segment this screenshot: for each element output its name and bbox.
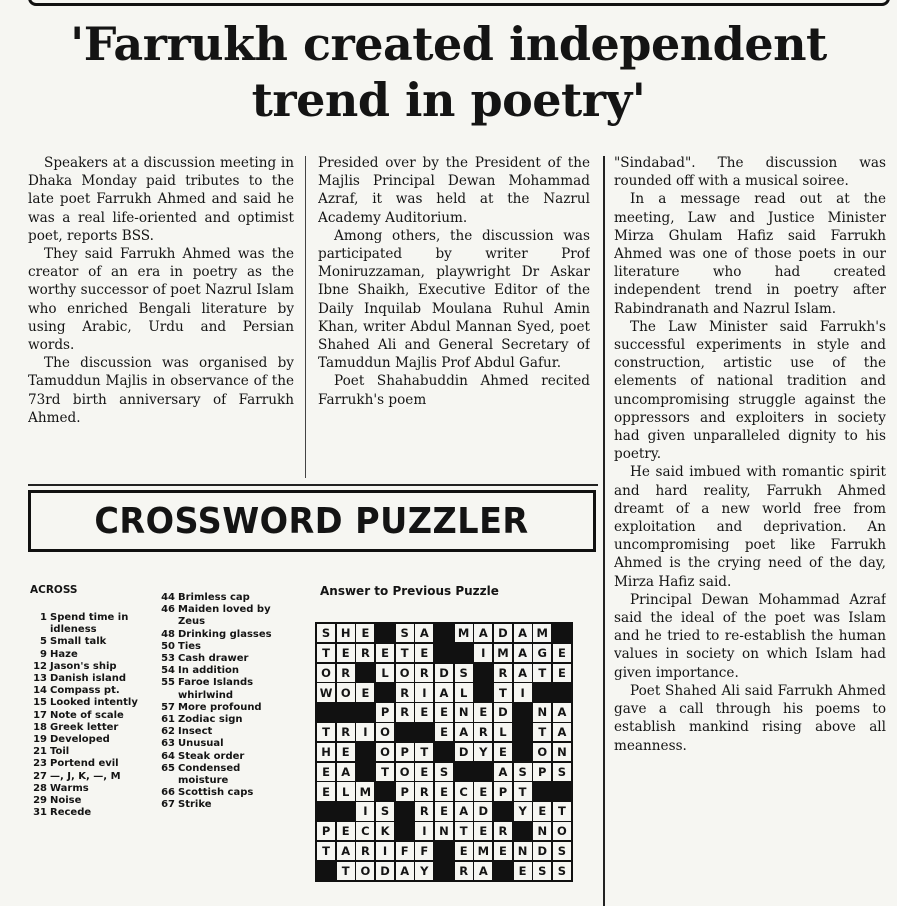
grid-letter-cell: R [337, 723, 355, 741]
grid-black-cell [514, 743, 532, 761]
clue-text: Brimless cap [178, 592, 250, 603]
clue-item [30, 807, 150, 819]
grid-letter-cell: S [553, 842, 571, 860]
grid-letter-cell: P [533, 763, 551, 781]
grid-letter-cell: N [455, 703, 473, 721]
grid-letter-cell: P [396, 743, 414, 761]
grid-letter-cell: R [415, 802, 433, 820]
crossword-title: CROSSWORD PUZZLER [94, 500, 530, 542]
clue-number: 55 [161, 677, 175, 689]
grid-letter-cell: T [455, 822, 473, 840]
grid-black-cell [356, 743, 374, 761]
clue-text: Warms [50, 782, 89, 794]
clue-item [30, 783, 150, 795]
grid-letter-cell: D [376, 862, 394, 880]
clue-number: 50 [161, 640, 175, 652]
clue-number: 62 [161, 726, 175, 738]
grid-black-cell [514, 703, 532, 721]
grid-black-cell [435, 624, 453, 642]
grid-letter-cell: E [415, 763, 433, 781]
clue-text: Recede [50, 807, 92, 819]
across-heading: ACROSS [30, 584, 78, 596]
clue-text: Faroe Islands whirlwind [178, 677, 254, 701]
grid-letter-cell: E [514, 862, 532, 880]
grid-letter-cell: T [553, 802, 571, 820]
grid-letter-cell: A [455, 802, 473, 820]
grid-letter-cell: S [553, 862, 571, 880]
grid-letter-cell: I [415, 822, 433, 840]
clue-number: 18 [33, 721, 47, 733]
clue-item [158, 604, 288, 628]
grid-letter-cell: T [317, 842, 335, 860]
grid-letter-cell: E [356, 624, 374, 642]
grid-letter-cell: S [317, 624, 335, 642]
paragraph: Principal Dewan Mohammad Azraf said the ideal of the poet was Islam and he tried to re-establish the human values in society on which Islam had given importance. [614, 591, 886, 681]
grid-letter-cell: A [553, 703, 571, 721]
grid-letter-cell: D [474, 802, 492, 820]
grid-letter-cell: E [494, 743, 512, 761]
clue-number: 13 [33, 673, 47, 685]
grid-letter-cell: O [337, 683, 355, 701]
clue-item [30, 685, 150, 697]
grid-black-cell [415, 723, 433, 741]
grid-black-cell [376, 683, 394, 701]
clue-item [30, 710, 150, 722]
grid-letter-cell: E [317, 763, 335, 781]
grid-black-cell [474, 664, 492, 682]
grid-letter-cell: N [533, 703, 551, 721]
grid-letter-cell: R [396, 683, 414, 701]
grid-black-cell [553, 782, 571, 800]
grid-letter-cell: N [553, 743, 571, 761]
clue-text: Cash drawer [178, 653, 249, 665]
clue-number: 9 [40, 648, 47, 660]
grid-black-cell [396, 723, 414, 741]
clue-text: Steak order [178, 750, 245, 762]
clue-number: 17 [33, 709, 47, 721]
grid-black-cell [376, 782, 394, 800]
grid-black-cell [376, 624, 394, 642]
clue-number: 27 [33, 770, 47, 782]
grid-letter-cell: T [396, 644, 414, 662]
grid-letter-cell: R [396, 703, 414, 721]
grid-letter-cell: P [376, 703, 394, 721]
clue-text: Condensed moisture [178, 762, 241, 787]
grid-letter-cell: S [533, 862, 551, 880]
clue-number: 66 [161, 787, 175, 799]
grid-letter-cell: D [455, 743, 473, 761]
column-rule [305, 156, 306, 478]
grid-letter-cell: I [474, 644, 492, 662]
grid-letter-cell: O [533, 743, 551, 761]
grid-letter-cell: P [396, 782, 414, 800]
grid-letter-cell: T [337, 862, 355, 880]
grid-letter-cell: H [337, 624, 355, 642]
grid-letter-cell: A [435, 683, 453, 701]
grid-letter-cell: A [396, 862, 414, 880]
grid-letter-cell: E [494, 842, 512, 860]
grid-black-cell [337, 802, 355, 820]
clue-number: 54 [161, 665, 175, 677]
clue-item [158, 738, 288, 750]
article-column-2 [318, 154, 590, 478]
grid-letter-cell: A [514, 664, 532, 682]
paragraph: Poet Shahed Ali said Farrukh Ahmed gave a call through his poems to establish mankind rising above all meanness. [614, 682, 886, 754]
grid-letter-cell: E [435, 703, 453, 721]
grid-letter-cell: T [415, 743, 433, 761]
grid-letter-cell: A [514, 644, 532, 662]
grid-letter-cell: L [494, 723, 512, 741]
clue-item [158, 641, 288, 653]
clue-number: 1 [40, 612, 47, 623]
clue-item [30, 697, 150, 709]
grid-letter-cell: R [455, 862, 473, 880]
clue-item [30, 771, 150, 783]
paragraph: Poet Shahabuddin Ahmed recited Farrukh's poem [318, 373, 590, 408]
crossword-banner [28, 490, 596, 552]
answer-grid [315, 622, 573, 882]
grid-letter-cell: R [356, 842, 374, 860]
grid-letter-cell: Y [415, 862, 433, 880]
clue-number: 28 [33, 782, 47, 794]
clue-text: Ties [178, 640, 201, 652]
clue-text: In addition [178, 665, 240, 677]
grid-letter-cell: H [317, 743, 335, 761]
clue-item [158, 629, 288, 641]
clue-text: Looked intently [50, 697, 138, 709]
grid-letter-cell: D [533, 842, 551, 860]
grid-black-cell [317, 802, 335, 820]
grid-letter-cell: A [337, 763, 355, 781]
grid-letter-cell: T [533, 723, 551, 741]
grid-letter-cell: E [553, 644, 571, 662]
answer-grid-title: Answer to Previous Puzzle [320, 584, 499, 598]
clue-number: 15 [33, 697, 47, 709]
grid-letter-cell: D [494, 703, 512, 721]
clue-number: 48 [161, 628, 175, 640]
clue-item [158, 653, 288, 665]
clue-text: Compass pt. [50, 685, 120, 697]
grid-letter-cell: I [356, 802, 374, 820]
grid-black-cell [533, 683, 551, 701]
grid-letter-cell: A [474, 624, 492, 642]
paragraph: The discussion was organised by Tamuddun Majlis in observance of the 73rd birth anniversary of Farrukh Ahmed. [28, 355, 294, 426]
grid-letter-cell: S [396, 624, 414, 642]
grid-black-cell [553, 624, 571, 642]
clue-number: 14 [33, 685, 47, 697]
grid-letter-cell: L [337, 782, 355, 800]
grid-black-cell [317, 862, 335, 880]
grid-letter-cell: E [435, 802, 453, 820]
headline-line-2: trend in poetry' [251, 73, 646, 127]
grid-letter-cell: A [494, 763, 512, 781]
grid-letter-cell: O [553, 822, 571, 840]
clue-item [158, 799, 288, 811]
grid-letter-cell: I [376, 842, 394, 860]
clue-item [158, 677, 288, 701]
clue-number: 67 [161, 799, 175, 811]
clue-number: 23 [33, 758, 47, 770]
grid-letter-cell: G [533, 644, 551, 662]
grid-letter-cell: E [435, 782, 453, 800]
grid-letter-cell: E [435, 723, 453, 741]
clue-text: Greek letter [50, 721, 119, 733]
grid-letter-cell: S [553, 763, 571, 781]
clue-item [30, 722, 150, 734]
grid-letter-cell: S [514, 763, 532, 781]
clue-item [30, 746, 150, 758]
grid-letter-cell: C [356, 822, 374, 840]
grid-letter-cell: E [356, 683, 374, 701]
grid-letter-cell: A [337, 842, 355, 860]
grid-letter-cell: E [533, 802, 551, 820]
grid-letter-cell: R [474, 723, 492, 741]
clue-text: Strike [178, 799, 212, 811]
grid-letter-cell: I [356, 723, 374, 741]
grid-letter-cell: E [455, 842, 473, 860]
headline-line-1: 'Farrukh created independent [70, 17, 827, 71]
grid-black-cell [553, 683, 571, 701]
grid-letter-cell: E [553, 664, 571, 682]
clue-text: Portend evil [50, 758, 119, 770]
grid-letter-cell: T [376, 763, 394, 781]
clue-item [158, 714, 288, 726]
clue-text: —, J, K, —, M [50, 770, 121, 782]
clue-item [158, 702, 288, 714]
across-clues-column-2 [158, 592, 288, 812]
paragraph: The Law Minister said Farrukh's successful experiments in style and construction, artistic use of the elements of national tradition and uncompromising struggle against the oppressors and exploiters in society had given unparalleled dignity to his poetry. [614, 318, 886, 463]
grid-letter-cell: O [376, 723, 394, 741]
clue-number: 57 [161, 701, 175, 713]
clue-text: Zodiac sign [178, 714, 243, 726]
grid-letter-cell: R [356, 644, 374, 662]
grid-letter-cell: F [396, 842, 414, 860]
grid-black-cell [494, 862, 512, 880]
grid-black-cell [396, 822, 414, 840]
grid-letter-cell: W [317, 683, 335, 701]
grid-black-cell [435, 842, 453, 860]
grid-letter-cell: N [533, 822, 551, 840]
grid-black-cell [396, 802, 414, 820]
grid-letter-cell: M [533, 624, 551, 642]
paragraph: They said Farrukh Ahmed was the creator of an era in poetry as the worthy successor of poet Nazrul Islam who enriched Bengali literature by using Arabic, Urdu and Persian words. [28, 246, 294, 354]
across-clues-column-1 [30, 612, 150, 819]
grid-letter-cell: O [396, 763, 414, 781]
grid-letter-cell: D [494, 624, 512, 642]
grid-letter-cell: S [455, 664, 473, 682]
clue-item [30, 649, 150, 661]
grid-letter-cell: I [415, 683, 433, 701]
section-divider [28, 484, 598, 486]
clue-number: 12 [33, 660, 47, 672]
clue-item [30, 636, 150, 648]
grid-letter-cell: M [474, 842, 492, 860]
grid-letter-cell: S [376, 802, 394, 820]
grid-letter-cell: C [455, 782, 473, 800]
clue-item [158, 726, 288, 738]
grid-letter-cell: D [435, 664, 453, 682]
clue-text: Developed [50, 734, 110, 746]
clue-item [158, 665, 288, 677]
paragraph: In a message read out at the meeting, Law and Justice Minister Mirza Ghulam Hafiz said Farrukh Ahmed was one of those poets in our literature who had created independent trend in poetry after Rabindranath and Nazrul Islam. [614, 191, 886, 317]
grid-letter-cell: E [474, 822, 492, 840]
clue-text: Danish island [50, 673, 126, 685]
grid-letter-cell: M [494, 644, 512, 662]
clue-text: Unusual [178, 738, 224, 750]
grid-letter-cell: I [514, 683, 532, 701]
grid-black-cell [455, 644, 473, 662]
grid-letter-cell: O [376, 743, 394, 761]
clue-text: Scottish caps [178, 787, 254, 799]
clue-number: 5 [40, 636, 47, 648]
paragraph: "Sindabad". The discussion was rounded off with a musical soiree. [614, 155, 886, 190]
top-border-box [28, 0, 890, 6]
grid-letter-cell: O [396, 664, 414, 682]
grid-letter-cell: E [337, 743, 355, 761]
grid-letter-cell: R [415, 782, 433, 800]
grid-letter-cell: F [415, 842, 433, 860]
grid-letter-cell: T [494, 683, 512, 701]
grid-black-cell [514, 723, 532, 741]
grid-black-cell [435, 862, 453, 880]
grid-letter-cell: Y [474, 743, 492, 761]
clue-text: Note of scale [50, 709, 124, 721]
grid-letter-cell: E [415, 644, 433, 662]
clue-number: 31 [33, 807, 47, 819]
grid-black-cell [474, 683, 492, 701]
clue-text: Drinking glasses [178, 628, 272, 640]
clue-text: Insect [178, 726, 213, 738]
grid-letter-cell: E [337, 644, 355, 662]
grid-letter-cell: S [435, 763, 453, 781]
grid-black-cell [514, 822, 532, 840]
grid-black-cell [317, 703, 335, 721]
clue-text: Maiden loved by Zeus [178, 604, 271, 628]
grid-letter-cell: O [317, 664, 335, 682]
grid-letter-cell: Y [514, 802, 532, 820]
clue-text: Haze [50, 648, 78, 660]
grid-letter-cell: L [455, 683, 473, 701]
grid-letter-cell: T [317, 644, 335, 662]
grid-letter-cell: P [317, 822, 335, 840]
grid-black-cell [356, 703, 374, 721]
grid-letter-cell: R [494, 822, 512, 840]
article-column-3 [614, 154, 886, 906]
clue-item [158, 751, 288, 763]
grid-letter-cell: A [514, 624, 532, 642]
clue-number: 29 [33, 795, 47, 807]
paragraph: Among others, the discussion was participated by writer Prof Moniruzzaman, playwright Dr Askar Ibne Shaikh, Executive Editor of the Daily Inquilab Moulana Ruhul Amin Khan, writer Abdul Mannan Syed, poet Shahed Ali and General Secretary of Tamuddun Majlis Prof Abdul Gafur. [318, 227, 590, 372]
grid-letter-cell: K [376, 822, 394, 840]
clue-number: 53 [161, 653, 175, 665]
grid-letter-cell: R [337, 664, 355, 682]
grid-letter-cell: M [356, 782, 374, 800]
grid-letter-cell: E [415, 703, 433, 721]
clue-text: Noise [50, 795, 82, 807]
clue-text: Jason's ship [50, 660, 117, 672]
clue-number: 46 [161, 604, 175, 616]
grid-letter-cell: N [514, 842, 532, 860]
grid-letter-cell: L [376, 664, 394, 682]
clue-number: 19 [33, 734, 47, 746]
clue-number: 44 [161, 592, 175, 603]
grid-letter-cell: E [474, 703, 492, 721]
clue-item [158, 763, 288, 787]
grid-letter-cell: R [494, 664, 512, 682]
clue-number: 64 [161, 750, 175, 762]
grid-letter-cell: E [317, 782, 335, 800]
grid-letter-cell: E [474, 782, 492, 800]
grid-black-cell [494, 802, 512, 820]
grid-letter-cell: P [494, 782, 512, 800]
grid-letter-cell: A [474, 862, 492, 880]
grid-black-cell [455, 763, 473, 781]
clue-item [158, 787, 288, 799]
grid-black-cell [356, 664, 374, 682]
grid-letter-cell: M [455, 624, 473, 642]
clue-number: 21 [33, 746, 47, 758]
clue-item [30, 612, 150, 636]
clue-item [30, 661, 150, 673]
article-column-1 [28, 154, 294, 478]
clue-text: Spend time in idleness [50, 612, 129, 636]
grid-letter-cell: T [533, 664, 551, 682]
grid-letter-cell: N [435, 822, 453, 840]
grid-black-cell [337, 703, 355, 721]
clue-text: Toil [50, 746, 70, 758]
paragraph: He said imbued with romantic spirit and hard reality, Farrukh Ahmed dreamt of a new world free from exploitation and deprivation. An uncompromising poet like Farrukh Ahmed is the crying need of the day, Mirza Hafiz said. [614, 464, 886, 590]
clue-text: Small talk [50, 636, 107, 648]
clue-number: 61 [161, 714, 175, 726]
grid-black-cell [474, 763, 492, 781]
article-headline [0, 16, 897, 128]
grid-letter-cell: T [317, 723, 335, 741]
paragraph: Speakers at a discussion meeting in Dhaka Monday paid tributes to the late poet Farrukh Ahmed and said he was a real life-oriented and optimist poet, reports BSS. [28, 155, 294, 244]
clue-item [30, 758, 150, 770]
grid-letter-cell: A [455, 723, 473, 741]
grid-black-cell [435, 644, 453, 662]
clue-item [30, 795, 150, 807]
column-rule [603, 156, 605, 906]
grid-letter-cell: E [337, 822, 355, 840]
grid-letter-cell: T [514, 782, 532, 800]
grid-letter-cell: E [376, 644, 394, 662]
grid-letter-cell: R [415, 664, 433, 682]
grid-black-cell [533, 782, 551, 800]
clue-number: 63 [161, 738, 175, 750]
clue-item [158, 592, 288, 604]
clue-item [30, 673, 150, 685]
grid-letter-cell: A [553, 723, 571, 741]
clue-text: More profound [178, 701, 262, 713]
grid-letter-cell: A [415, 624, 433, 642]
clue-item [30, 734, 150, 746]
grid-letter-cell: O [356, 862, 374, 880]
clue-number: 65 [161, 762, 175, 774]
grid-black-cell [435, 743, 453, 761]
grid-black-cell [356, 763, 374, 781]
paragraph: Presided over by the President of the Majlis Principal Dewan Mohammad Azraf, it was held at the Nazrul Academy Auditorium. [318, 155, 590, 226]
